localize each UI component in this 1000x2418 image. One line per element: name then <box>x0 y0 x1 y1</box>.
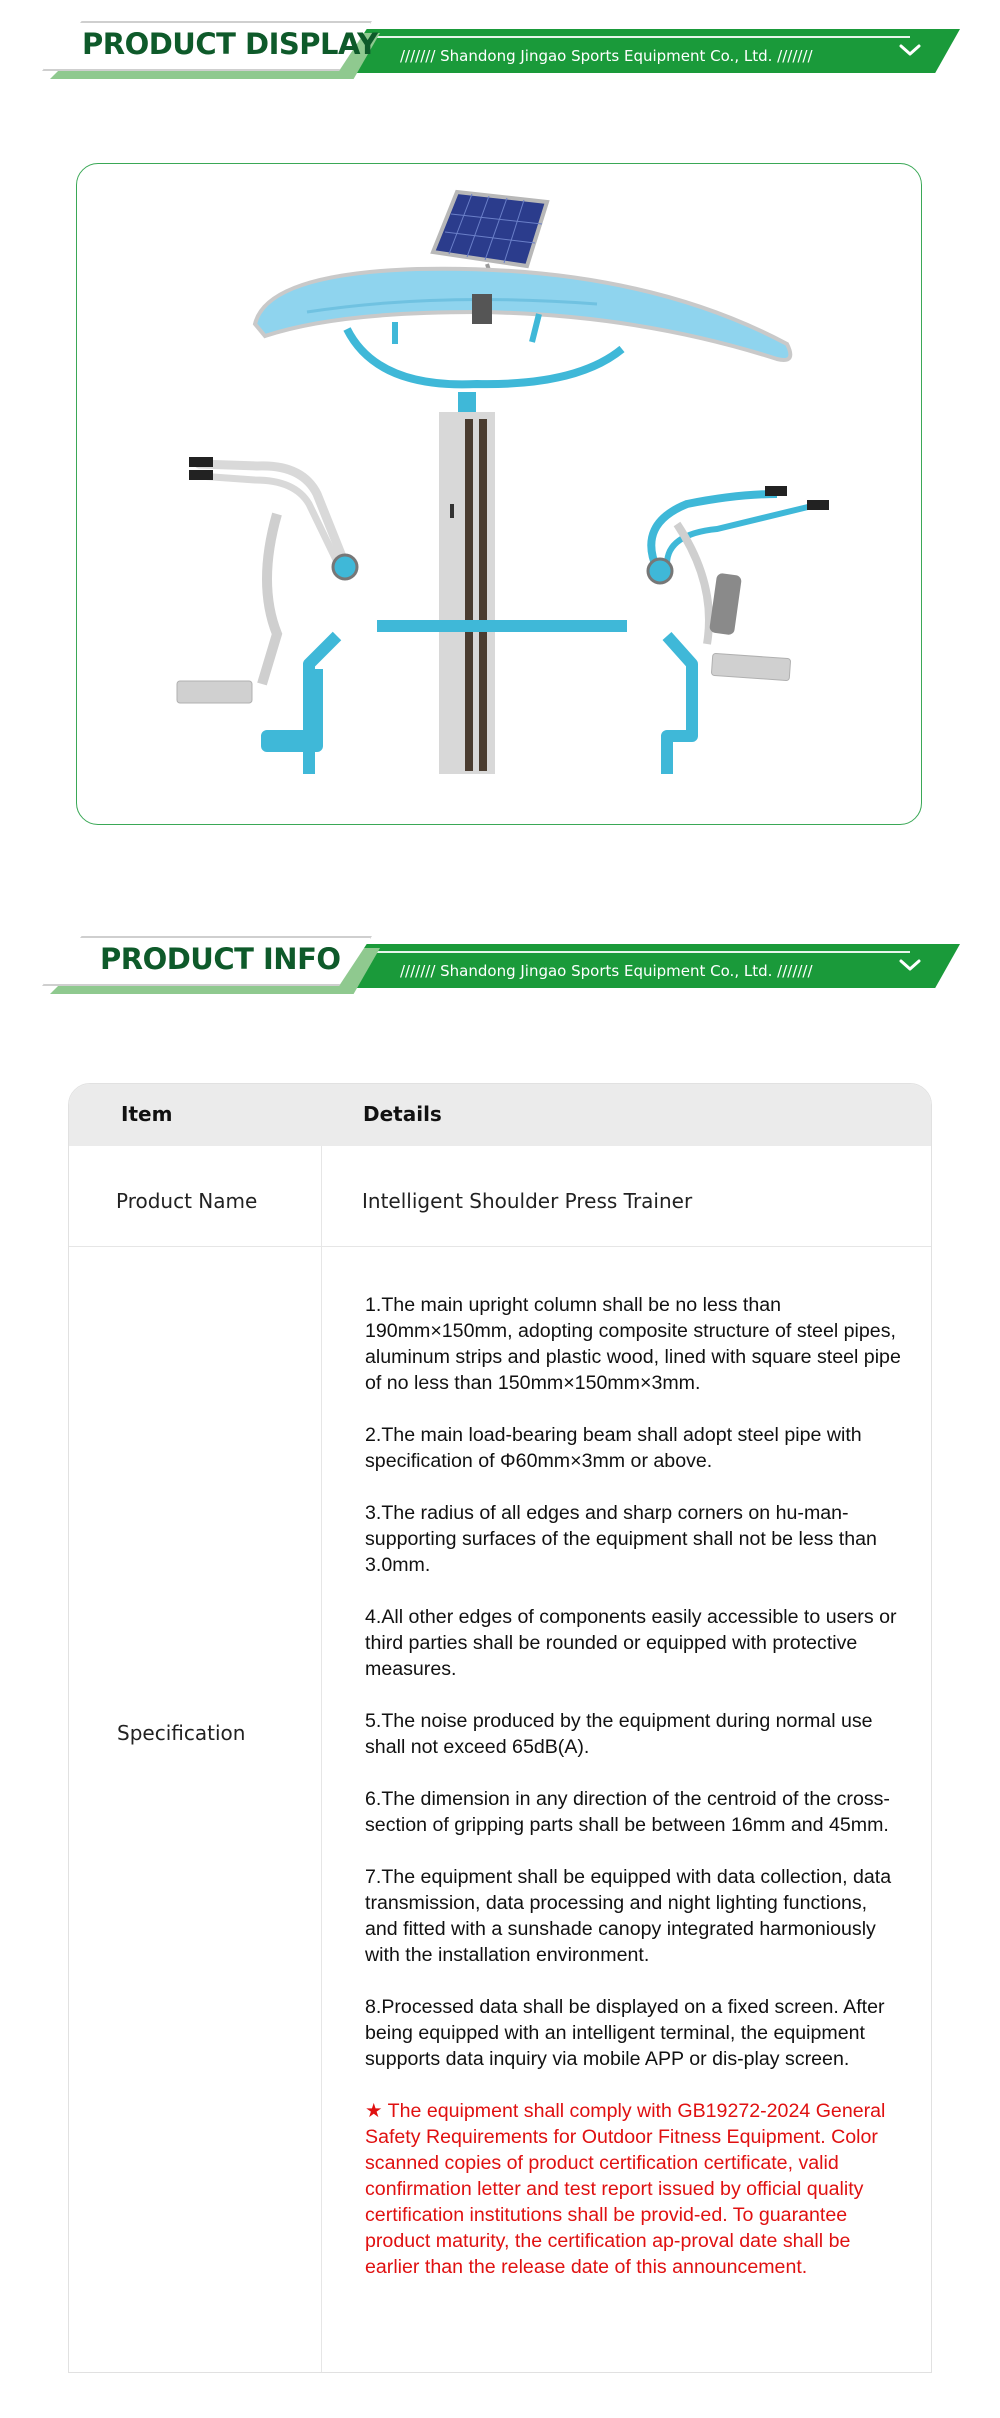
company-name: /////// Shandong Jingao Sports Equipment Co., Ltd. /////// <box>400 962 813 980</box>
table-header <box>69 1084 931 1146</box>
upright-column-icon <box>439 392 495 774</box>
product-name-value: Intelligent Shoulder Press Trainer <box>362 1189 693 1213</box>
product-display-banner <box>40 17 960 79</box>
right-station-icon <box>648 486 829 774</box>
row-divider <box>69 1246 931 1247</box>
section-title: PRODUCT DISPLAY <box>82 27 378 61</box>
header-details: Details <box>363 1102 442 1126</box>
section-title: PRODUCT INFO <box>100 942 341 976</box>
header-item: Item <box>121 1102 173 1126</box>
chevron-down-icon[interactable] <box>898 954 922 976</box>
product-info-table <box>68 1083 932 2373</box>
spec-item: 7.The equipment shall be equipped with data collection, data transmission, data processing and night lighting functions, and fitted with a sunshade canopy integrated harmoniously with the installation environment. <box>365 1866 892 1966</box>
product-image <box>77 164 922 825</box>
certification-notice: ★ The equipment shall comply with GB19272-2024 General Safety Requirements for Outdoor Fitness Equipment. Color scanned copies of product certification certificate, valid confirmation letter and test report issued by official quality certification institutions shall be provid-ed. To guarantee product maturity, the certification ap-proval date shall be earlier than the release date of this announcement. <box>365 2100 886 2278</box>
product-image-frame <box>76 163 922 825</box>
spec-item: 1.The main upright column shall be no less than 190mm×150mm, adopting composite structure of steel pipes, aluminum strips and plastic wood, lined with square steel pipe of no less than 150mm×150mm×3mm. <box>365 1294 901 1394</box>
specification-label: Specification <box>117 1721 246 1745</box>
specification-list <box>365 1292 905 2280</box>
spec-item: 8.Processed data shall be displayed on a fixed screen. After being equipped with an intelligent terminal, the equipment supports data inquiry via mobile APP or dis-play screen. <box>365 1996 885 2070</box>
banner-divider-line <box>370 951 910 953</box>
left-station-icon <box>177 457 357 774</box>
spec-item: 6.The dimension in any direction of the centroid of the cross-section of gripping parts shall be between 16mm and 45mm. <box>365 1788 890 1836</box>
banner-divider-line <box>370 36 910 38</box>
chevron-down-icon[interactable] <box>898 39 922 61</box>
spec-item: 5.The noise produced by the equipment during normal use shall not exceed 65dB(A). <box>365 1710 873 1758</box>
spec-item: 3.The radius of all edges and sharp corners on hu-man-supporting surfaces of the equipment shall not be less than 3.0mm. <box>365 1502 877 1576</box>
product-name-label: Product Name <box>116 1189 258 1213</box>
center-beam-icon <box>377 620 627 632</box>
column-divider <box>321 1146 322 2373</box>
product-info-banner <box>40 932 960 994</box>
spec-item: 2.The main load-bearing beam shall adopt steel pipe with specification of Φ60mm×3mm or above. <box>365 1424 862 1472</box>
company-name: /////// Shandong Jingao Sports Equipment Co., Ltd. /////// <box>400 47 813 65</box>
spec-item: 4.All other edges of components easily accessible to users or third parties shall be rounded or equipped with protective measures. <box>365 1606 897 1680</box>
canopy-icon <box>255 269 790 385</box>
